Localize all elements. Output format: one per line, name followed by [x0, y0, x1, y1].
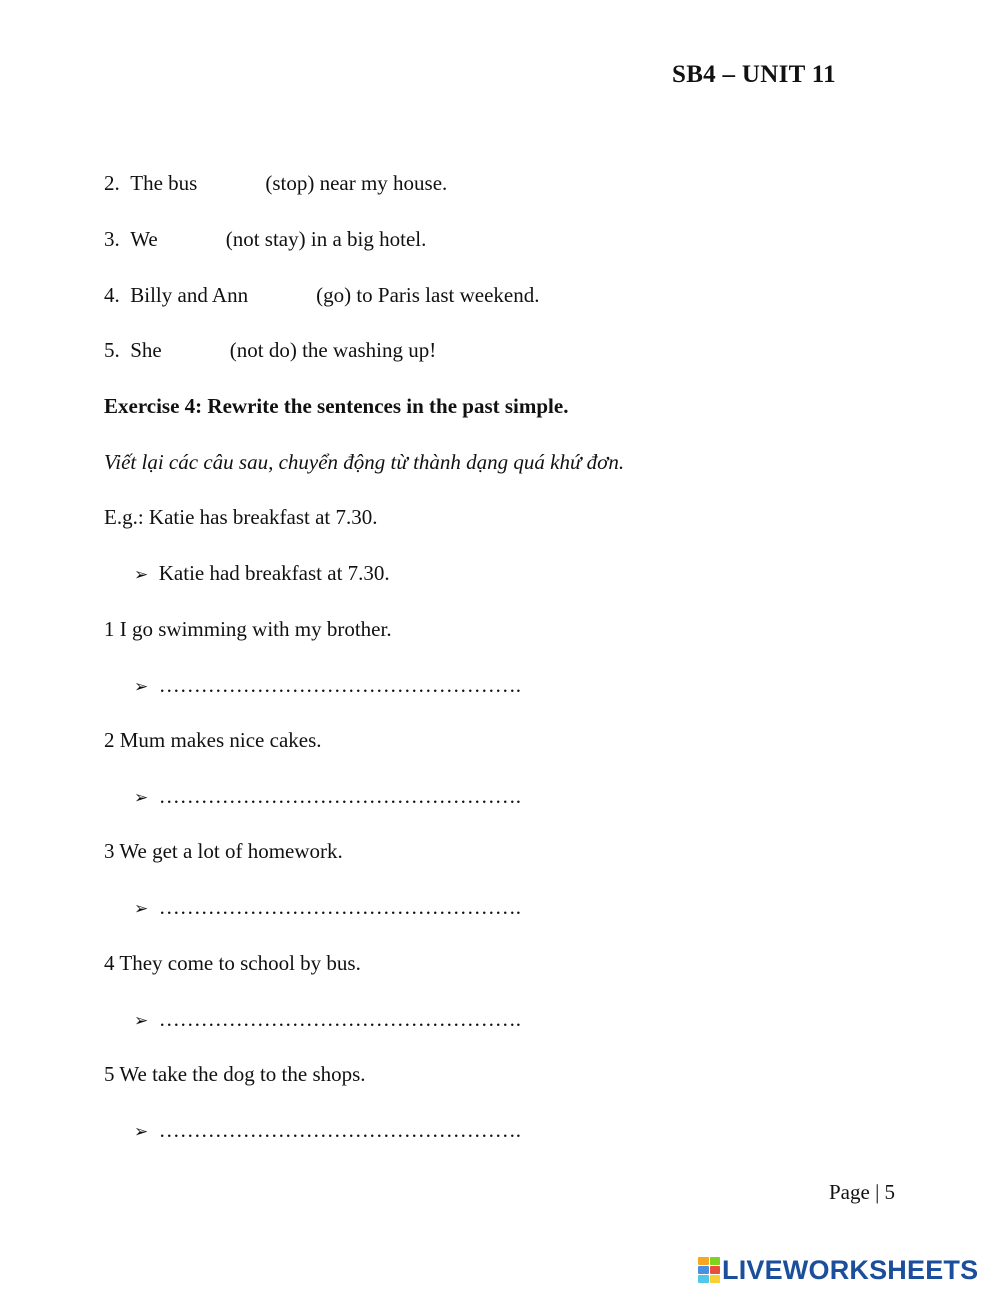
- item-verb-hint: (not do) the washing up!: [229, 338, 437, 362]
- answer-row: [134, 783, 521, 811]
- item-verb-hint: (not stay) in a big hotel.: [225, 227, 427, 251]
- answer-blank[interactable]: …………………………………………….: [158, 1007, 521, 1031]
- logo-block: [698, 1257, 709, 1265]
- liveworksheets-mark-icon: [698, 1257, 720, 1283]
- answer-row: [134, 1006, 521, 1034]
- item-subject: We: [130, 227, 158, 251]
- arrowhead-bullet-icon: ➢: [134, 788, 149, 808]
- logo-block: [698, 1266, 709, 1274]
- exercise3-item: [104, 170, 447, 196]
- arrowhead-bullet-icon: ➢: [134, 899, 149, 919]
- arrowhead-bullet-icon: ➢: [134, 1122, 149, 1142]
- answer-row: [134, 1117, 521, 1145]
- liveworksheets-logo: [698, 1255, 978, 1285]
- logo-block: [710, 1266, 721, 1274]
- answer-blank[interactable]: …………………………………………….: [158, 1118, 521, 1142]
- exercise4-prompt: 1 I go swimming with my brother.: [104, 617, 392, 641]
- answer-row: [134, 672, 521, 700]
- exercise4-prompt: 3 We get a lot of homework.: [104, 839, 343, 863]
- exercise3-item: [104, 337, 436, 363]
- exercise3-item: [104, 282, 539, 308]
- item-subject: She: [130, 338, 162, 362]
- exercise3-item: [104, 226, 426, 252]
- arrowhead-bullet-icon: ➢: [134, 565, 149, 585]
- page-number: Page | 5: [829, 1180, 896, 1204]
- item-number: 5.: [104, 338, 120, 362]
- logo-block: [698, 1275, 709, 1283]
- item-number: 3.: [104, 227, 120, 251]
- exercise4-prompt: 2 Mum makes nice cakes.: [104, 728, 322, 752]
- item-verb-hint: (stop) near my house.: [265, 171, 448, 195]
- exercise4-title: Exercise 4: Rewrite the sentences in the past simple.: [104, 394, 569, 418]
- exercise4-prompt: 5 We take the dog to the shops.: [104, 1062, 366, 1086]
- answer-blank[interactable]: …………………………………………….: [158, 784, 521, 808]
- example-sentence: E.g.: Katie has breakfast at 7.30.: [104, 505, 378, 529]
- arrowhead-bullet-icon: ➢: [134, 677, 149, 697]
- item-number: 2.: [104, 171, 120, 195]
- answer-blank[interactable]: …………………………………………….: [158, 673, 521, 697]
- example-answer-row: [134, 560, 390, 588]
- item-number: 4.: [104, 283, 120, 307]
- answer-row: [134, 894, 521, 922]
- item-subject: The bus: [130, 171, 198, 195]
- item-subject: Billy and Ann: [130, 283, 249, 307]
- answer-blank[interactable]: …………………………………………….: [158, 895, 521, 919]
- exercise4-instruction: Viết lại các câu sau, chuyển động từ thành dạng quá khứ đơn.: [104, 450, 625, 474]
- item-verb-hint: (go) to Paris last weekend.: [316, 283, 540, 307]
- logo-block: [710, 1257, 721, 1265]
- exercise4-prompt: 4 They come to school by bus.: [104, 951, 361, 975]
- page-title: SB4 – UNIT 11: [672, 61, 836, 88]
- logo-text: LIVEWORKSHEETS: [722, 1254, 979, 1285]
- logo-block: [710, 1275, 721, 1283]
- example-answer: Katie had breakfast at 7.30.: [158, 561, 390, 585]
- arrowhead-bullet-icon: ➢: [134, 1011, 149, 1031]
